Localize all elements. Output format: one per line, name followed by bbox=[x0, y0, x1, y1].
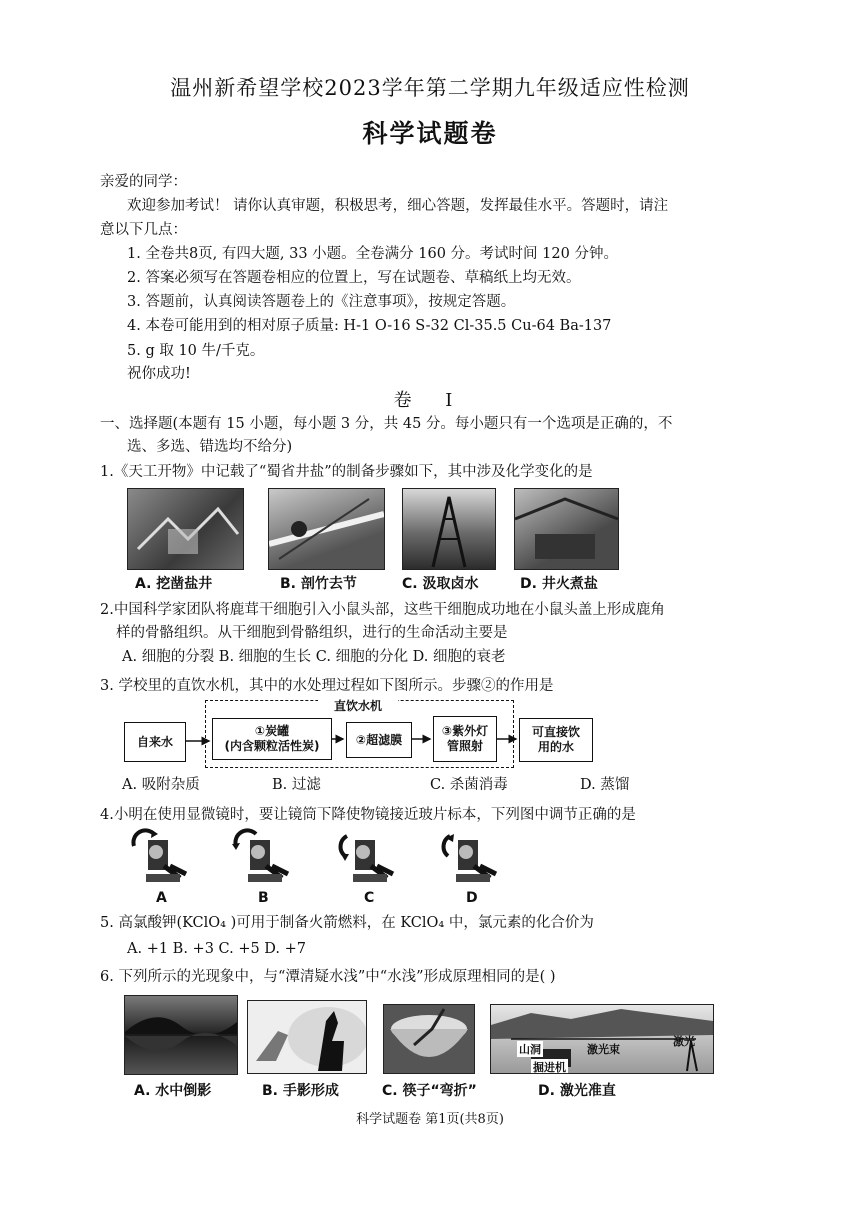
drinkable-water-label-2: 用的水 bbox=[537, 740, 574, 754]
carbon-tank-detail: (内含颗粒活性炭) bbox=[224, 739, 320, 753]
q3-option-b: B. 过滤 bbox=[272, 777, 321, 793]
cave-label: 山洞 bbox=[519, 1043, 541, 1056]
section-heading-line2: 选、多选、错选均不给分) bbox=[127, 439, 293, 455]
q5-options: A. +1 B. +3 C. +5 D. +7 bbox=[127, 941, 307, 957]
q1-caption-b: B. 剖竹去节 bbox=[280, 576, 357, 592]
chopsticks-bending-illustration bbox=[384, 1005, 474, 1073]
exam-title: 温州新希望学校2023学年第二学期九年级适应性检测 bbox=[170, 76, 690, 100]
q4-label-d: D bbox=[466, 890, 478, 906]
note-5: 5. g 取 10 牛/千克。 bbox=[127, 343, 265, 359]
q6-stem: 6. 下列所示的光现象中，与“潭清疑水浅”中“水浅”形成原理相同的是( ) bbox=[100, 969, 556, 985]
note-1: 1. 全卷共8页, 有四大题, 33 小题。全卷满分 160 分。考试时间 120 分钟。 bbox=[127, 246, 618, 262]
q4-label-b: B bbox=[258, 890, 269, 906]
q6-caption-d: D. 激光准直 bbox=[538, 1083, 616, 1099]
q2-stem-line1: 2.中国科学家团队将鹿茸干细胞引入小鼠头部，这些干细胞成功地在小鼠头盖上形成鹿角 bbox=[100, 602, 665, 618]
q4-stem: 4.小明在使用显微镜时，要让镜筒下降使物镜接近玻片标本，下列图中调节正确的是 bbox=[100, 807, 636, 823]
uv-lamp-label: ③紫外灯 bbox=[441, 724, 489, 738]
q1-caption-c: C. 汲取卤水 bbox=[402, 576, 479, 592]
q1-caption-d: D. 井火煮盐 bbox=[520, 576, 598, 592]
machine-label: 直饮水机 bbox=[318, 697, 398, 714]
hand-shadow-illustration bbox=[248, 1001, 366, 1073]
q3-option-d: D. 蒸馏 bbox=[580, 777, 630, 793]
note-2: 2. 答案必须写在答题卷相应的位置上，写在试题卷、草稿纸上均无效。 bbox=[127, 270, 581, 286]
page-footer: 科学试题卷 第1页(共8页) bbox=[356, 1112, 504, 1127]
tunneling-machine-label: 掘进机 bbox=[533, 1061, 566, 1074]
carbon-tank-label: ①炭罐 bbox=[254, 724, 290, 738]
note-4: 4. 本卷可能用到的相对原子质量: H-1 O-16 S-32 Cl-35.5 Cu-64 Ba-137 bbox=[127, 318, 612, 334]
laser-beam-label: 激光束 bbox=[587, 1043, 620, 1056]
q1-stem: 1.《天工开物》中记载了“蜀省井盐”的制备步骤如下，其中涉及化学变化的是 bbox=[100, 464, 593, 480]
q1-caption-a: A. 挖凿盐井 bbox=[135, 576, 213, 592]
q6-caption-a: A. 水中倒影 bbox=[134, 1083, 212, 1099]
note-3: 3. 答题前，认真阅读答题卷上的《注意事项》，按规定答题。 bbox=[127, 294, 516, 310]
q3-stem: 3. 学校里的直饮水机，其中的水处理过程如下图所示。步骤②的作用是 bbox=[100, 678, 554, 694]
laser-device-label: 激光 bbox=[673, 1035, 695, 1048]
q6-image-c bbox=[383, 1004, 475, 1074]
volume-heading: 卷 Ⅰ bbox=[393, 390, 467, 411]
q4-label-a: A bbox=[156, 890, 167, 906]
microscope-d-icon bbox=[436, 826, 506, 888]
q6-image-a bbox=[124, 995, 238, 1075]
water-reflection-illustration bbox=[125, 996, 237, 1074]
section-heading-line1: 一、选择题(本题有 15 小题，每小题 3 分，共 45 分。每小题只有一个选项是正确的，不 bbox=[100, 416, 673, 432]
q2-stem-line2: 样的骨骼组织。从干细胞到骨骼组织，进行的生命活动主要是 bbox=[116, 625, 508, 641]
q3-option-c: C. 杀菌消毒 bbox=[430, 777, 508, 793]
wish: 祝你成功! bbox=[127, 366, 191, 382]
q5-stem: 5. 高氯酸钾(KClO₄ )可用于制备火箭燃料，在 KClO₄ 中，氯元素的化合价为 bbox=[100, 915, 594, 931]
q6-image-b bbox=[247, 1000, 367, 1074]
exam-subtitle: 科学试题卷 bbox=[362, 119, 498, 148]
tap-water-label: 自来水 bbox=[136, 734, 173, 749]
q3-option-a: A. 吸附杂质 bbox=[122, 777, 200, 793]
q6-caption-c: C. 筷子“弯折” bbox=[382, 1083, 477, 1099]
ultrafiltration-label: ②超滤膜 bbox=[355, 732, 403, 747]
q6-image-d bbox=[490, 1004, 714, 1074]
microscope-a-icon bbox=[126, 826, 196, 888]
microscope-c-icon bbox=[333, 826, 403, 888]
intro-para-2: 意以下几点： bbox=[100, 222, 187, 238]
q2-options: A. 细胞的分裂 B. 细胞的生长 C. 细胞的分化 D. 细胞的衰老 bbox=[122, 649, 506, 665]
greeting: 亲爱的同学： bbox=[100, 174, 187, 190]
q4-label-c: C bbox=[364, 890, 375, 906]
intro-para-1: 欢迎参加考试！ 请你认真审题，积极思考，细心答题，发挥最佳水平。答题时，请注 bbox=[127, 198, 669, 214]
drinkable-water-label: 可直接饮 bbox=[531, 725, 580, 739]
uv-lamp-detail: 管照射 bbox=[446, 739, 483, 753]
microscope-b-icon bbox=[228, 826, 298, 888]
q6-caption-b: B. 手影形成 bbox=[262, 1083, 339, 1099]
